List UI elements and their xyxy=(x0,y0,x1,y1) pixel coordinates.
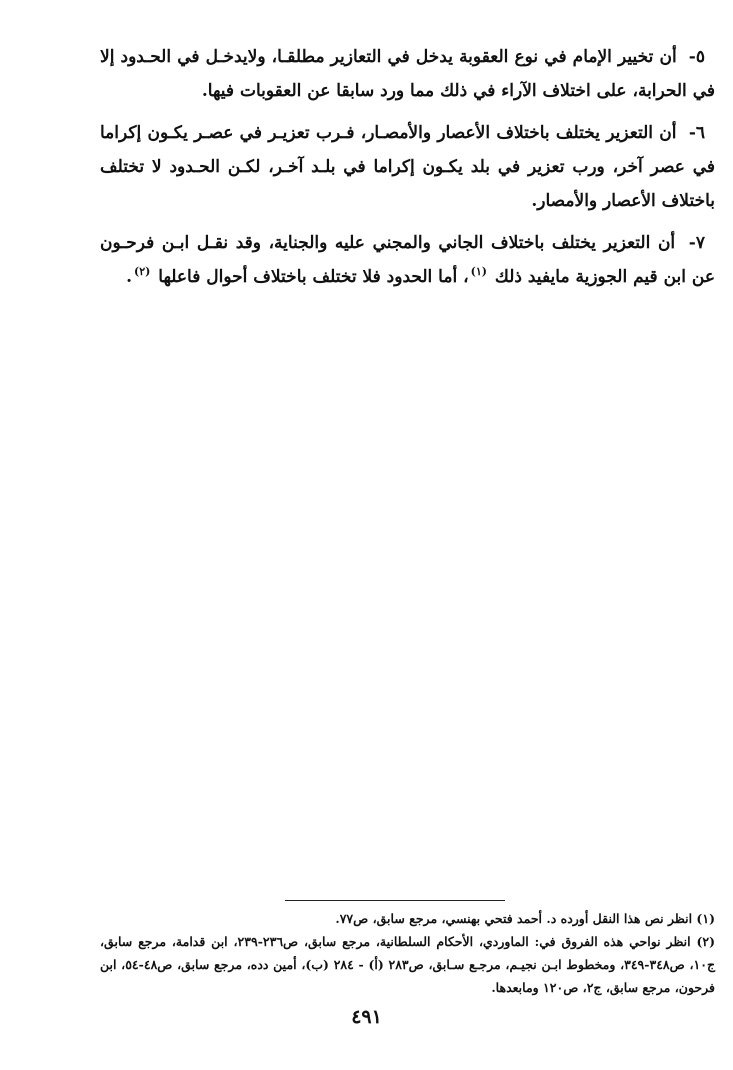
paragraph-7 xyxy=(100,226,715,294)
paragraph-6 xyxy=(100,116,715,218)
page-number: ٤٩١ xyxy=(351,1006,382,1028)
paragraph-text-end: . xyxy=(126,267,132,287)
paragraph-text: أن التعزير يختلف باختلاف الأعصار والأمصـار، فـرب تعزيـر في عصـر يكـون إكراما في عصر آخر، ورب تعزير في بلد يكـون إكراما في بلـد آخـر، لكـن الحـدود لا تختلف باختلاف الأعصار والأمصار. xyxy=(100,123,715,211)
paragraph-number: ٧- xyxy=(688,233,705,253)
paragraph-text: أن التعزير يختلف باختلاف الجاني والمجني عليه والجناية، وقد نقـل ابـن فرحـون عن ابن قيم الجوزية مايفيد ذلك xyxy=(100,233,715,287)
main-text xyxy=(100,40,715,302)
footnote-ref-2: (٢) xyxy=(133,265,151,279)
paragraph-number: ٦- xyxy=(688,123,706,143)
footnotes xyxy=(100,907,715,999)
paragraph-text: أن تخيير الإمام في نوع العقوبة يدخل في التعازير مطلقـا، ولايدخـل في الحـدود إلا في الحرابة، على اختلاف الآراء في ذلك مما ورد سابقا عن العقوبات فيها. xyxy=(100,47,715,101)
footnote-2: (٢) انظر نواحي هذه الفروق في: الماوردي، الأحكام السلطانية، مرجع سابق، ص٢٣٦-٢٣٩، ابن قدامة، مرجع سابق، ج١٠، ص٣٤٨-٣٤٩، ومخطوط ابـن نجيـم، مرجـع سـابق، ص٢٨٣ (أ) - ٢٨٤ (ب)، أمين دده، مرجع سابق، ص٤٨-٥٤، ابن فرحون، مرجع سابق، ج٢، ص١٢٠ ومابعدها. xyxy=(100,934,716,995)
paragraph-text-continued: ، أما الحدود فلا تختلف باختلاف أحوال فاعلها xyxy=(158,267,469,287)
footnote-divider xyxy=(285,900,505,901)
footnote-1: (١) انظر نص هذا النقل أورده د. أحمد فتحي بهنسي، مرجع سابق، ص٧٧. xyxy=(335,911,715,926)
paragraph-5 xyxy=(100,40,715,108)
footnote-ref-1: (١) xyxy=(470,265,487,279)
paragraph-number: ٥- xyxy=(688,47,705,67)
